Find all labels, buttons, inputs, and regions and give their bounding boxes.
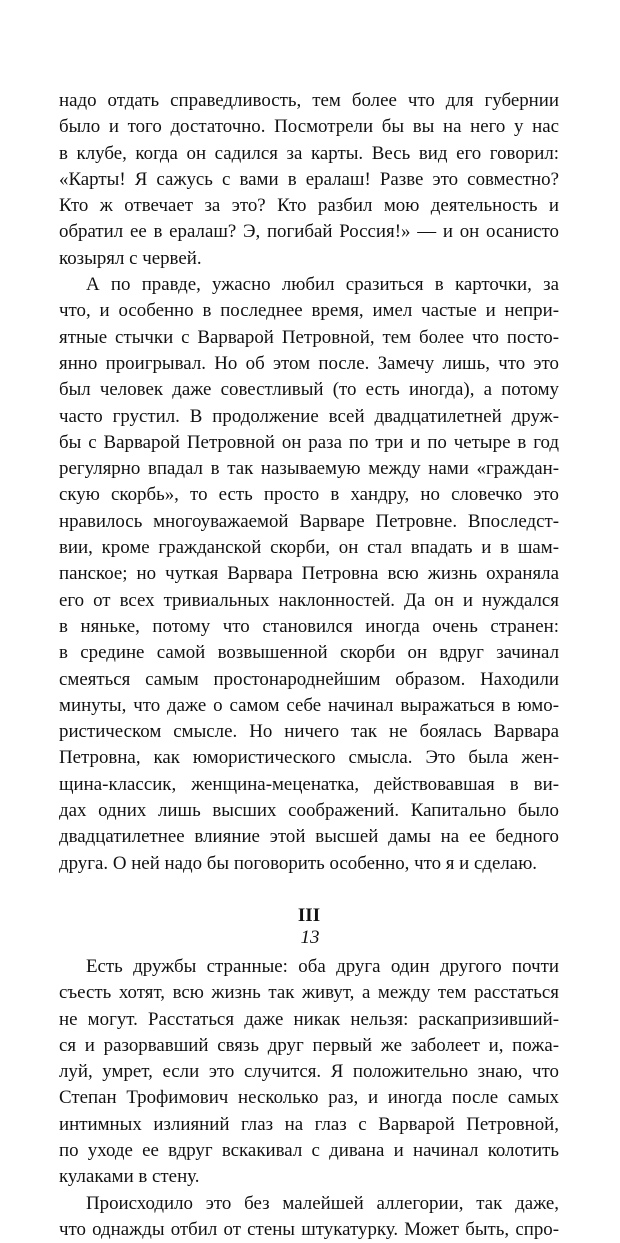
text-line: надо отдать справедливость, тем более что для губернии [59, 90, 559, 111]
text-line: бы с Варварой Петровной он раза по три и по четыре в год [59, 431, 559, 453]
text-line: интимных излияний глаз на глаз с Варварой Петровной, [59, 1113, 559, 1135]
chapter-heading: III [297, 904, 321, 926]
text-line: смеяться самым простонароднейшим образом. Находили [59, 668, 559, 690]
text-line: Степан Трофимович несколько раз, и иногда после самых [59, 1087, 559, 1109]
text-line: регулярно впадал в так называемую между нами «граждан- [59, 458, 559, 480]
text-line: ристическом смысле. Но ничего так не боялась Варвара [59, 721, 559, 743]
text-line: минуты, что даже о самом себе начинал выражаться в юмо- [59, 694, 559, 716]
text-line: в средине самой возвышенной скорби он вдруг зачинал [59, 642, 559, 664]
text-line: его от всех тривиальных наклонностей. Да он и нуждался [59, 589, 559, 611]
text-line: «Карты! Я сажусь с вами в ералаш! Разве это совместно? [59, 168, 559, 190]
text-line: был человек даже совестливый (то есть иногда), а потому [59, 379, 559, 401]
text-line: что однажды отбил от стены штукатурку. Может быть, спро- [59, 1218, 559, 1240]
text-line: ятные стычки с Варварой Петровной, тем более что посто- [59, 326, 559, 348]
page-number: 13 [300, 927, 320, 948]
text-line: щина-классик, женщина-меценатка, действовавшая в ви- [59, 773, 559, 795]
text-line: луй, умрет, если это случится. Я положительно знаю, что [59, 1061, 559, 1083]
paragraph [59, 88, 559, 272]
text-line: двадцатилетнее влияние этой высшей дамы на ее бедного [59, 826, 559, 848]
text-body-before-chapter [59, 88, 559, 877]
text-line: по уходе ее вдруг вскакивал с дивана и начинал колотить [59, 1139, 559, 1161]
text-line: А по правде, ужасно любил сразиться в карточки, за [86, 274, 559, 296]
text-line: нравилось многоуважаемой Варваре Петровне. Впоследст- [59, 510, 559, 532]
text-line: Петровна, как юмористического смысла. Это была жен- [59, 747, 559, 769]
text-line: друга. О ней надо бы поговорить особенно, что я и сделаю. [59, 852, 538, 874]
text-line: обратил ее в ералаш? Э, погибай Россия!» — и он осанисто [59, 221, 559, 243]
text-line: дах одних лишь высших соображений. Капитально было [59, 800, 559, 822]
text-line: панское; но чуткая Варвара Петровна всю жизнь охраняла [59, 563, 559, 585]
text-line: съесть хотят, всю жизнь так живут, а между тем расстаться [59, 982, 559, 1004]
text-line: козырял с червей. [59, 247, 202, 269]
paragraph [59, 1191, 559, 1243]
text-line: ся и разорвавший связь друг первый же заболеет и, пожа- [59, 1034, 559, 1056]
text-line: кулаками в стену. [59, 1166, 200, 1188]
text-line: было и того достаточно. Посмотрели бы вы на него у нас [59, 116, 559, 138]
text-line: в няньке, потому что становился иногда очень странен: [59, 615, 559, 637]
text-line: Происходило это без малейшей аллегории, так даже, [86, 1192, 559, 1214]
text-line: Кто ж отвечает за это? Кто разбил мою деятельность и [59, 195, 559, 217]
text-body-after-chapter [59, 954, 559, 1243]
text-line: в клубе, когда он садился за карты. Весь вид его говорил: [59, 142, 559, 164]
text-line: что, и особенно в последнее время, имел частые и непри- [59, 300, 559, 322]
text-line: скую скорбь», то есть просто в хандру, но словечко это [59, 484, 559, 506]
text-line: янно проигрывал. Но об этом после. Замечу лишь, что это [59, 352, 559, 374]
paragraph [59, 954, 559, 1191]
text-line: Есть дружбы странные: оба друга один другого почти [86, 955, 559, 977]
text-line: вии, кроме гражданской скорби, он стал впадать и в шам- [59, 537, 559, 559]
book-page [59, 88, 559, 1243]
text-line: не могут. Расстаться даже никак нельзя: раскапризивший- [59, 1008, 559, 1030]
paragraph [59, 272, 559, 877]
text-line: часто грустил. В продолжение всей двадцатилетней друж- [59, 405, 559, 427]
